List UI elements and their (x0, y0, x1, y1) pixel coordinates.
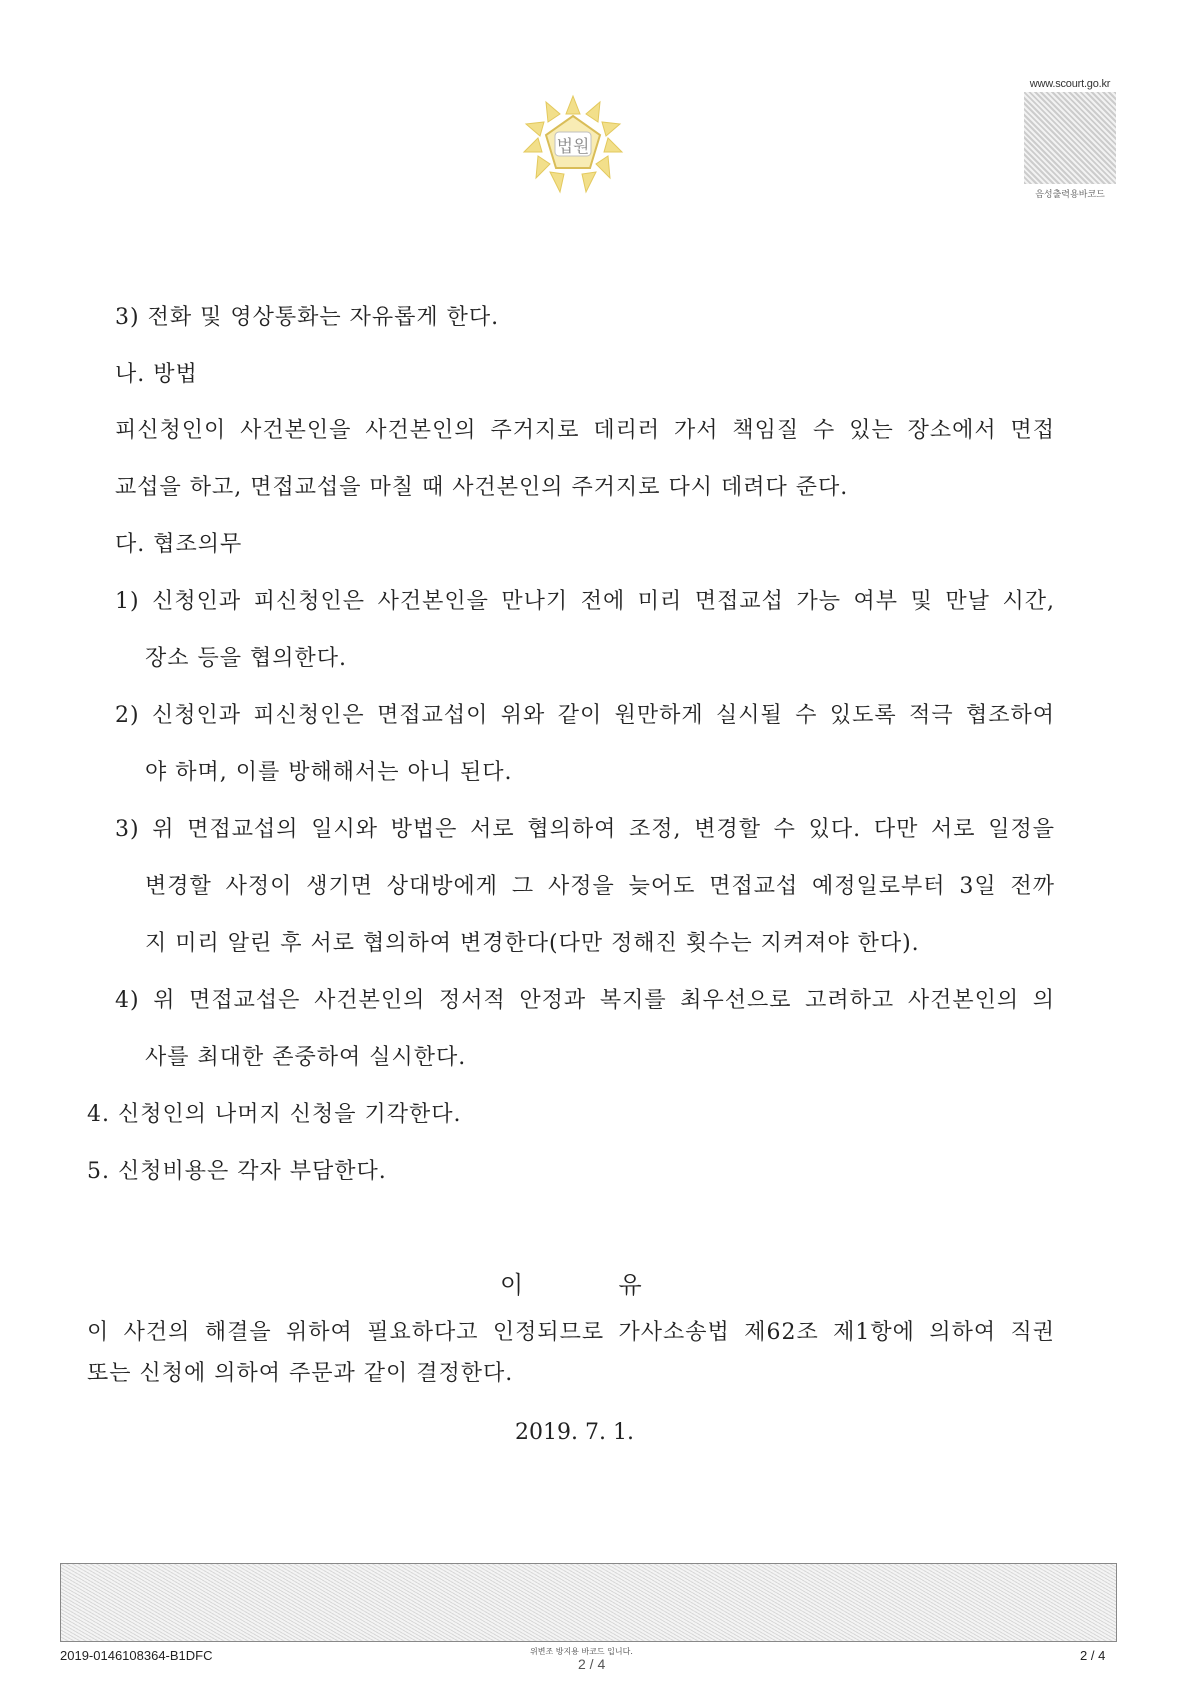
body-line: 피신청인이 사건본인을 사건본인의 주거지로 데리러 가서 책임질 수 있는 장소에서 면접 (115, 418, 1055, 443)
body-line: 지 미리 알린 후 서로 협의하여 변경한다(다만 정해진 횟수는 지켜져야 한다). (145, 931, 920, 956)
reason-title (500, 1265, 642, 1300)
document-id: 2019-0146108364-B1DFC (60, 1648, 213, 1663)
body-line: 야 하며, 이를 방해해서는 아니 된다. (145, 760, 513, 785)
reason-title-char-1: 이 (500, 1271, 524, 1299)
qr-code-image (1024, 92, 1116, 184)
body-line: 교섭을 하고, 면접교섭을 마칠 때 사건본인의 주거지로 다시 데려다 준다. (115, 475, 849, 500)
body-line: 3) 전화 및 영상통화는 자유롭게 한다. (115, 305, 500, 330)
reason-line: 또는 신청에 의하여 주문과 같이 결정한다. (87, 1361, 514, 1386)
anti-forgery-barcode (60, 1563, 1117, 1642)
body-line: 1) 신청인과 피신청인은 사건본인을 만나기 전에 미리 면접교섭 가능 여부 및 만날 시간, (115, 589, 1055, 614)
page-number-center: 2 / 4 (578, 1656, 606, 1672)
body-line: 장소 등을 협의한다. (145, 646, 347, 671)
body-line: 사를 최대한 존중하여 실시한다. (145, 1045, 467, 1070)
body-line: 4) 위 면접교섭은 사건본인의 정서적 안정과 복지를 최우선으로 고려하고 사건본인의 의 (115, 988, 1055, 1013)
barcode-note: 위변조 방지용 바코드 입니다. (530, 1647, 633, 1656)
qr-caption: 음성출력용바코드 (1035, 190, 1105, 200)
qr-block (1024, 78, 1116, 200)
reason-title-char-2: 유 (618, 1271, 642, 1299)
body-line: 나. 방법 (115, 362, 198, 387)
court-seal (520, 92, 626, 198)
body-line: 2) 신청인과 피신청인은 면접교섭이 위와 같이 원만하게 실시될 수 있도록 적극 협조하여 (115, 703, 1055, 728)
body-line: 3) 위 면접교섭의 일시와 방법은 서로 협의하여 조정, 변경할 수 있다. 다만 서로 일정을 (115, 817, 1055, 842)
qr-url: www.scourt.go.kr (1029, 78, 1111, 90)
body-line: 변경할 사정이 생기면 상대방에게 그 사정을 늦어도 면접교섭 예정일로부터 3일 전까 (145, 874, 1055, 899)
page-number-right: 2 / 4 (1080, 1648, 1106, 1663)
reason-line: 이 사건의 해결을 위하여 필요하다고 인정되므로 가사소송법 제62조 제1항에 의하여 직권 (87, 1320, 1055, 1345)
body-line: 5. 신청비용은 각자 부담한다. (87, 1159, 387, 1184)
seal-text: 법원 (556, 137, 590, 157)
decision-date: 2019. 7. 1. (515, 1420, 634, 1445)
body-line: 4. 신청인의 나머지 신청을 기각한다. (87, 1102, 462, 1127)
body-line: 다. 협조의무 (115, 532, 243, 557)
